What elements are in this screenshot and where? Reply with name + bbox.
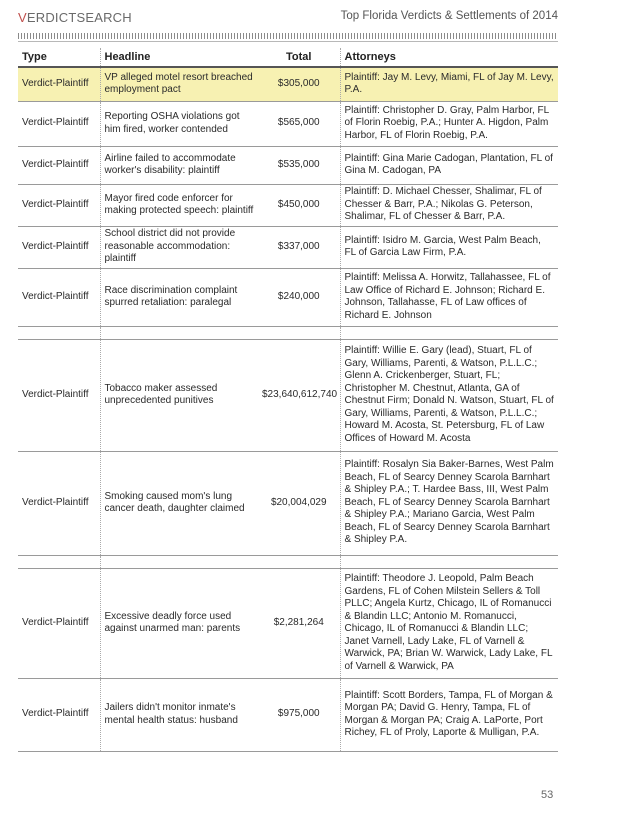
cell-headline: Airline failed to accommodate worker's disability: plaintiff bbox=[100, 146, 258, 184]
cell-headline: Tobacco maker assessed unprecedented punitives bbox=[100, 339, 258, 451]
cell-total: $975,000 bbox=[258, 678, 340, 751]
cell-type: Verdict-Plaintiff bbox=[18, 146, 100, 184]
cell-type: Verdict-Plaintiff bbox=[18, 226, 100, 268]
column-header-type: Type bbox=[18, 48, 100, 67]
row-separator bbox=[18, 326, 558, 339]
cell-attorneys: Plaintiff: Gina Marie Cadogan, Plantation, FL of Gina M. Cadogan, PA bbox=[340, 146, 558, 184]
cell-total: $565,000 bbox=[258, 101, 340, 146]
cell-headline: Excessive deadly force used against unarmed man: parents bbox=[100, 568, 258, 678]
cell-total: $240,000 bbox=[258, 268, 340, 326]
cell-type: Verdict-Plaintiff bbox=[18, 101, 100, 146]
table-header-row bbox=[18, 48, 558, 67]
cell-total: $20,004,029 bbox=[258, 451, 340, 555]
table-row bbox=[18, 101, 558, 146]
column-header-total: Total bbox=[258, 48, 340, 67]
table-row bbox=[18, 451, 558, 555]
header-rule bbox=[18, 33, 558, 39]
cell-type: Verdict-Plaintiff bbox=[18, 184, 100, 226]
cell-type: Verdict-Plaintiff bbox=[18, 339, 100, 451]
table-row bbox=[18, 67, 558, 101]
page-number: 53 bbox=[541, 789, 554, 801]
brand-logo bbox=[18, 10, 132, 25]
cell-type: Verdict-Plaintiff bbox=[18, 451, 100, 555]
brand-initial: V bbox=[18, 10, 27, 25]
cell-attorneys: Plaintiff: Melissa A. Horwitz, Tallahassee, FL of Law Office of Richard E. Johnson; Richard E. Johnson, Tallahasse, FL of Law offices of Richard E. Johnson bbox=[340, 268, 558, 326]
table-row bbox=[18, 184, 558, 226]
cell-total: $2,281,264 bbox=[258, 568, 340, 678]
cell-attorneys: Plaintiff: Theodore J. Leopold, Palm Beach Gardens, FL of Cohen Milstein Sellers & Toll PLLC; Angela Kurtz, Chicago, IL of Romanucci & Blandin LLC; Antonio M. Romanucci, Chicago, IL of Romanucci & Blandin LLC; Janet Varnell, Lady Lake, FL of Varnell & Warwick, PA; Brian W. Warwick, Lady Lake, FL of Varnell & Warwick, PA bbox=[340, 568, 558, 678]
cell-total: $535,000 bbox=[258, 146, 340, 184]
cell-type: Verdict-Plaintiff bbox=[18, 268, 100, 326]
publication-title: Top Florida Verdicts & Settlements of 2014 bbox=[340, 10, 558, 22]
cell-total: $305,000 bbox=[258, 67, 340, 101]
cell-headline: Reporting OSHA violations got him fired, worker contended bbox=[100, 101, 258, 146]
cell-headline: VP alleged motel resort breached employment pact bbox=[100, 67, 258, 101]
column-header-headline: Headline bbox=[100, 48, 258, 67]
cell-attorneys: Plaintiff: Christopher D. Gray, Palm Harbor, FL of Florin Roebig, P.A.; Hunter A. Higdon, Palm Harbor, FL of Florin Roebig, P.A. bbox=[340, 101, 558, 146]
cell-type: Verdict-Plaintiff bbox=[18, 678, 100, 751]
column-header-attorneys: Attorneys bbox=[340, 48, 558, 67]
row-separator bbox=[18, 555, 558, 568]
cell-total: $337,000 bbox=[258, 226, 340, 268]
cell-headline: Mayor fired code enforcer for making protected speech: plaintiff bbox=[100, 184, 258, 226]
page-header bbox=[18, 10, 558, 30]
cell-total: $450,000 bbox=[258, 184, 340, 226]
cell-attorneys: Plaintiff: Willie E. Gary (lead), Stuart, FL of Gary, Williams, Parenti, & Watson, P.L.L.C.; Glenn A. Crickenberger, Stuart, FL; Christopher M. Chestnut, Atlanta, GA of Chestnut Firm; Donald N. Watson, Stuart, FL of Gary, Williams, Parenti, & Watson, P.L.L.C.; Howard M. Acosta, St. Petersburg, FL of Law Offices of Howard M. Acosta bbox=[340, 339, 558, 451]
cell-attorneys: Plaintiff: Isidro M. Garcia, West Palm Beach, FL of Garcia Law Firm, P.A. bbox=[340, 226, 558, 268]
table-row bbox=[18, 339, 558, 451]
header-rule-thin bbox=[18, 41, 558, 42]
brand-rest: ERDICTSEARCH bbox=[26, 10, 132, 25]
table-body bbox=[18, 67, 558, 751]
cell-headline: Race discrimination complaint spurred retaliation: paralegal bbox=[100, 268, 258, 326]
table-row bbox=[18, 678, 558, 751]
cell-attorneys: Plaintiff: Jay M. Levy, Miami, FL of Jay M. Levy, P.A. bbox=[340, 67, 558, 101]
cell-type: Verdict-Plaintiff bbox=[18, 568, 100, 678]
cell-headline: Smoking caused mom's lung cancer death, daughter claimed bbox=[100, 451, 258, 555]
table-row bbox=[18, 568, 558, 678]
table-row bbox=[18, 268, 558, 326]
table-row bbox=[18, 226, 558, 268]
cell-headline: Jailers didn't monitor inmate's mental health status: husband bbox=[100, 678, 258, 751]
verdicts-table bbox=[18, 48, 558, 752]
cell-attorneys: Plaintiff: Scott Borders, Tampa, FL of Morgan & Morgan PA; David G. Henry, Tampa, FL of Morgan & Morgan PA; Craig A. LaPorte, Port Richey, FL of Proly, Laporte & Mulligan, P.A. bbox=[340, 678, 558, 751]
cell-attorneys: Plaintiff: Rosalyn Sia Baker-Barnes, West Palm Beach, FL of Searcy Denney Scarola Barnhart & Shipley P.A.; T. Hardee Bass, III, West Palm Beach, FL of Searcy Denney Scarola Barnhart & Shipley P.A.; Mariano Garcia, West Palm Beach, FL of Searcy Denney Scarola Barnhart & Shipley P.A. bbox=[340, 451, 558, 555]
cell-headline: School district did not provide reasonable accommodation: plaintiff bbox=[100, 226, 258, 268]
table-row bbox=[18, 146, 558, 184]
cell-attorneys: Plaintiff: D. Michael Chesser, Shalimar, FL of Chesser & Barr, P.A.; Nikolas G. Peterson, Shalimar, FL of Chesser & Barr, P.A. bbox=[340, 184, 558, 226]
cell-type: Verdict-Plaintiff bbox=[18, 67, 100, 101]
cell-total: $23,640,612,740 bbox=[258, 339, 340, 451]
